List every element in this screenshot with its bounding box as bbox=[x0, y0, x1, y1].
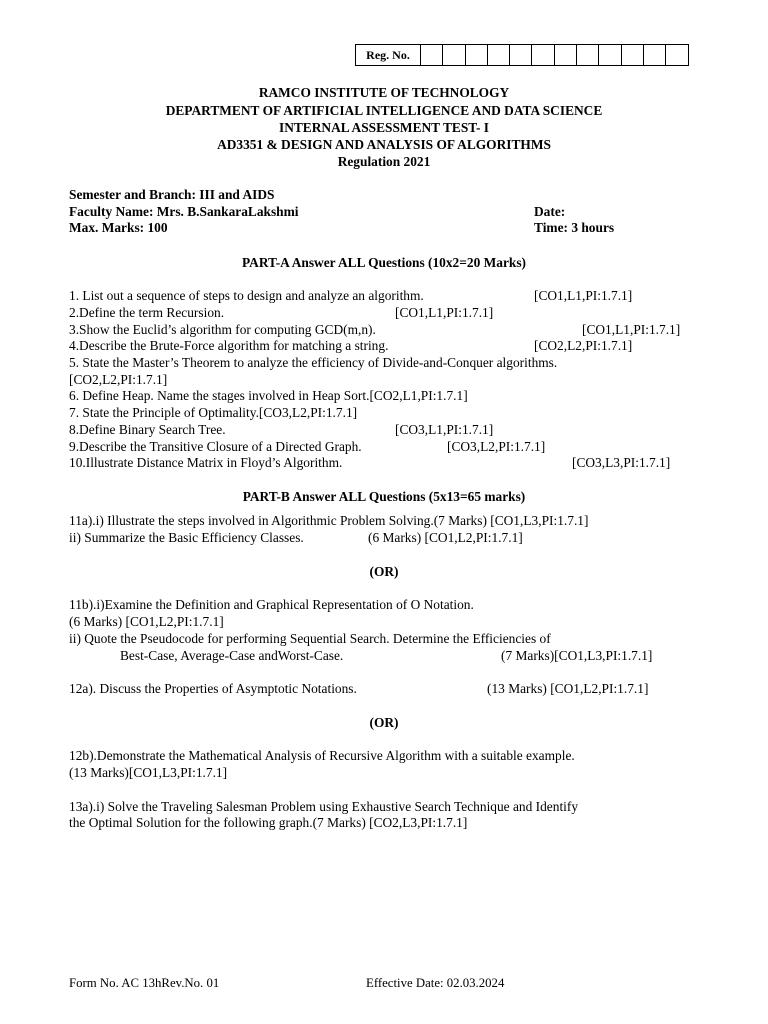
question-6: 6. Define Heap. Name the stages involved in Heap Sort.[CO2,L1,PI:1.7.1] bbox=[69, 388, 468, 403]
question-8: 8.Define Binary Search Tree. bbox=[69, 422, 226, 437]
question-2-co: [CO1,L1,PI:1.7.1] bbox=[395, 305, 494, 320]
reg-no-label: Reg. No. bbox=[356, 45, 421, 66]
faculty-name: Faculty Name: Mrs. B.SankaraLakshmi bbox=[69, 204, 299, 219]
question-4: 4.Describe the Brute-Force algorithm for matching a string. bbox=[69, 338, 389, 353]
reg-no-cell bbox=[577, 45, 599, 66]
question-11b-i-marks: (6 Marks) [CO1,L2,PI:1.7.1] bbox=[69, 614, 224, 629]
reg-no-cell bbox=[487, 45, 509, 66]
max-marks: Max. Marks: 100 bbox=[69, 220, 168, 235]
question-12b-marks: (13 Marks)[CO1,L3,PI:1.7.1] bbox=[69, 765, 228, 780]
question-11a-ii-marks: (6 Marks) [CO1,L2,PI:1.7.1] bbox=[368, 530, 523, 545]
question-13a-line1: 13a).i) Solve the Traveling Salesman Problem using Exhaustive Search Technique and Identify bbox=[69, 799, 579, 814]
reg-no-cell bbox=[532, 45, 554, 66]
question-11b-ii-cont: Best-Case, Average-Case andWorst-Case. bbox=[120, 648, 344, 663]
question-11b-ii-marks: (7 Marks)[CO1,L3,PI:1.7.1] bbox=[501, 648, 653, 663]
question-3: 3.Show the Euclid’s algorithm for computing GCD(m,n). bbox=[69, 322, 376, 337]
regulation-text: Regulation 2021 bbox=[337, 154, 431, 169]
question-9: 9.Describe the Transitive Closure of a Directed Graph. bbox=[69, 439, 362, 454]
question-11b-i: 11b).i)Examine the Definition and Graphical Representation of O Notation. bbox=[69, 597, 474, 612]
question-1-co: [CO1,L1,PI:1.7.1] bbox=[534, 288, 633, 303]
question-1: 1. List out a sequence of steps to design and analyze an algorithm. bbox=[69, 288, 424, 303]
date-label: Date: bbox=[534, 204, 566, 219]
question-13a-line2: the Optimal Solution for the following graph.(7 Marks) [CO2,L3,PI:1.7.1] bbox=[69, 815, 468, 830]
course-title: AD3351 & DESIGN AND ANALYSIS OF ALGORITHMS bbox=[217, 137, 551, 152]
institute-title: RAMCO INSTITUTE OF TECHNOLOGY bbox=[258, 85, 510, 100]
department-title: DEPARTMENT OF ARTIFICIAL INTELLIGENCE AND DATA SCIENCE bbox=[165, 103, 603, 118]
question-10-co: [CO3,L3,PI:1.7.1] bbox=[572, 455, 671, 470]
reg-no-cell bbox=[554, 45, 576, 66]
question-5-co: [CO2,L2,PI:1.7.1] bbox=[69, 372, 168, 387]
reg-no-cell bbox=[643, 45, 665, 66]
reg-no-cell bbox=[421, 45, 443, 66]
test-title: INTERNAL ASSESSMENT TEST- I bbox=[278, 120, 489, 135]
question-12a-marks: (13 Marks) [CO1,L2,PI:1.7.1] bbox=[487, 681, 649, 696]
question-5: 5. State the Master’s Theorem to analyze the efficiency of Divide-and-Conquer algorithms. bbox=[69, 355, 558, 370]
question-7: 7. State the Principle of Optimality.[CO3,L2,PI:1.7.1] bbox=[69, 405, 358, 420]
reg-no-box bbox=[355, 44, 689, 66]
question-12b: 12b).Demonstrate the Mathematical Analysis of Recursive Algorithm with a suitable example. bbox=[69, 748, 575, 763]
question-2: 2.Define the term Recursion. bbox=[69, 305, 225, 320]
reg-no-cell bbox=[621, 45, 643, 66]
reg-no-cell bbox=[510, 45, 532, 66]
reg-no-cell bbox=[599, 45, 621, 66]
question-12a: 12a). Discuss the Properties of Asymptotic Notations. bbox=[69, 681, 357, 696]
question-11a-i: 11a).i) Illustrate the steps involved in Algorithmic Problem Solving.(7 Marks) [CO1,L3,PI:1.7.1] bbox=[69, 513, 589, 528]
part-b-heading: PART-B Answer ALL Questions (5x13=65 marks) bbox=[242, 489, 526, 504]
semester-branch: Semester and Branch: III and AIDS bbox=[69, 187, 275, 202]
reg-no-cell bbox=[443, 45, 465, 66]
question-8-co: [CO3,L1,PI:1.7.1] bbox=[395, 422, 494, 437]
effective-date: Effective Date: 02.03.2024 bbox=[366, 976, 505, 990]
time-allowed: Time: 3 hours bbox=[534, 220, 615, 235]
question-9-co: [CO3,L2,PI:1.7.1] bbox=[447, 439, 546, 454]
reg-no-cell bbox=[666, 45, 688, 66]
or-separator: (OR) bbox=[369, 715, 399, 730]
reg-no-cell bbox=[465, 45, 487, 66]
question-10: 10.Illustrate Distance Matrix in Floyd’s Algorithm. bbox=[69, 455, 343, 470]
question-4-co: [CO2,L2,PI:1.7.1] bbox=[534, 338, 633, 353]
part-a-heading: PART-A Answer ALL Questions (10x2=20 Marks) bbox=[241, 255, 527, 270]
question-11b-ii: ii) Quote the Pseudocode for performing Sequential Search. Determine the Efficiencies of bbox=[69, 631, 551, 646]
question-11a-ii: ii) Summarize the Basic Efficiency Classes. bbox=[69, 530, 304, 545]
question-3-co: [CO1,L1,PI:1.7.1] bbox=[582, 322, 681, 337]
or-separator: (OR) bbox=[369, 564, 399, 579]
form-number: Form No. AC 13hRev.No. 01 bbox=[69, 976, 220, 990]
